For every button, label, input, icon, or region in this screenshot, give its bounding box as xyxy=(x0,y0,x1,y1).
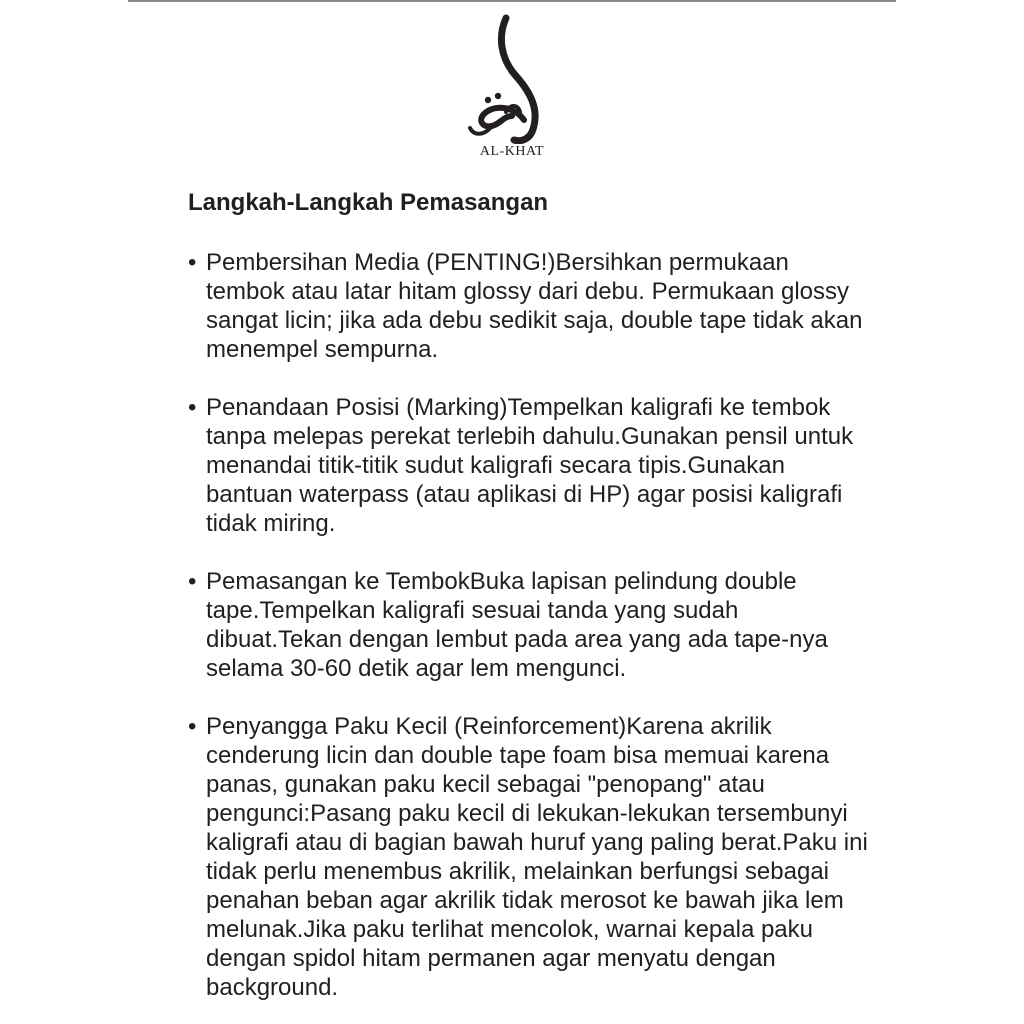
arabic-calligraphy-logo-icon xyxy=(462,14,562,144)
top-divider xyxy=(128,0,896,2)
list-item xyxy=(188,393,868,538)
step-text: Pembersihan Media (PENTING!)Bersihkan permukaan tembok atau latar hitam glossy dari debu. Permukaan glossy sangat licin; jika ada debu sedikit saja, double tape tidak akan menempel sempurna. xyxy=(206,249,863,363)
brand-name: AL-KHAT xyxy=(479,144,545,159)
instructions-content xyxy=(188,186,868,1002)
list-item xyxy=(188,712,868,1002)
step-text: Penyangga Paku Kecil (Reinforcement)Karena akrilik cenderung licin dan double tape foam bisa memuai karena panas, gunakan paku kecil sebagai "penopang" atau pengunci:Pasang paku kecil di lekukan-lekukan tersembunyi kaligrafi atau di bagian bawah huruf yang paling berat.Paku ini tidak perlu menembus akrilik, melainkan berfungsi sebagai penahan beban agar akrilik tidak merosot ke bawah jika lem melunak.Jika paku terlihat mencolok, warnai kepala paku dengan spidol hitam permanen agar menyatu dengan background. xyxy=(206,713,868,1001)
step-text: Penandaan Posisi (Marking)Tempelkan kaligrafi ke tembok tanpa melepas perekat terlebih dahulu.Gunakan pensil untuk menandai titik-titik sudut kaligrafi secara tipis.Gunakan bantuan waterpass (atau aplikasi di HP) agar posisi kaligrafi tidak miring. xyxy=(206,394,854,537)
list-item xyxy=(188,248,868,364)
steps-list xyxy=(188,248,868,1002)
bullet: • xyxy=(188,713,197,740)
bullet: • xyxy=(188,394,197,421)
list-item xyxy=(188,567,868,683)
bullet: • xyxy=(188,568,197,595)
step-text: Pemasangan ke TembokBuka lapisan pelindung double tape.Tempelkan kaligrafi sesuai tanda yang sudah dibuat.Tekan dengan lembut pada area yang ada tape-nya selama 30-60 detik agar lem mengunci. xyxy=(206,568,828,682)
bullet: • xyxy=(188,249,197,276)
page-title: Langkah-Langkah Pemasangan xyxy=(188,189,549,216)
brand-logo xyxy=(462,14,562,164)
